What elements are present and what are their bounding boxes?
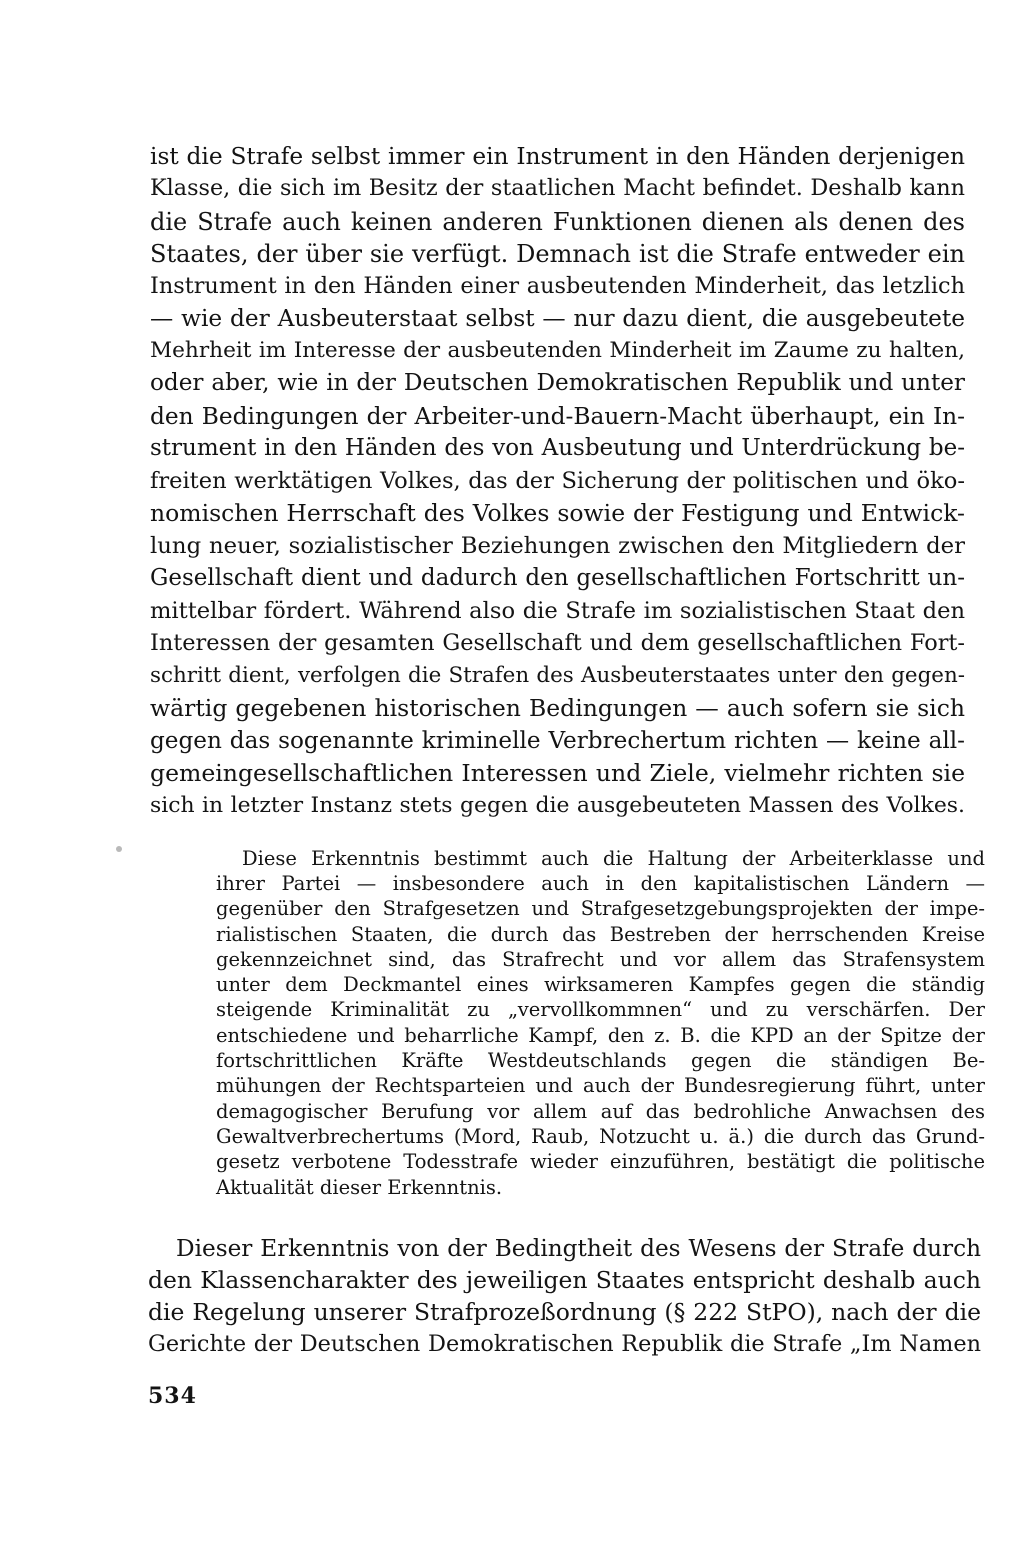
text-line: die Strafe auch keinen anderen Funktionen dienen als denen des [150,208,965,236]
note-line: entschiedene und beharrliche Kampf, den z. B. die KPD an der Spitze der [216,1024,985,1047]
note-line: fortschrittlichen Kräfte Westdeutschlands gegen die ständigen Be- [216,1049,985,1072]
note-line: rialistischen Staaten, die durch das Bestreben der herrschenden Kreise [216,923,985,946]
text-line: schritt dient, verfolgen die Strafen des Ausbeuterstaates unter den gegen- [150,663,965,688]
text-line: Staates, der über sie verfügt. Demnach ist die Strafe entweder ein [150,240,965,268]
text-line: freiten werktätigen Volkes, das der Sicherung der politischen und öko- [150,468,965,494]
note-line: demagogischer Berufung vor allem auf das bedrohliche Anwachsen des [216,1100,985,1123]
print-speck [116,846,122,852]
note-line: Gewaltverbrechertums (Mord, Raub, Notzucht u. ä.) die durch das Grund- [216,1125,985,1148]
text-line: mittelbar fördert. Während also die Strafe im sozialistischen Staat den [150,598,965,624]
text-line: gemeingesellschaftlichen Interessen und Ziele, vielmehr richten sie [150,759,965,787]
note-line: unter dem Deckmantel eines wirksameren Kampfes gegen die ständig [216,973,985,996]
text-line: Gerichte der Deutschen Demokratischen Republik die Strafe „Im Namen [148,1331,981,1357]
text-line: den Klassencharakter des jeweiligen Staates entspricht deshalb auch [148,1266,981,1294]
text-line: oder aber, wie in der Deutschen Demokratischen Republik und unter [150,370,965,396]
text-line: Klasse, die sich im Besitz der staatlichen Macht befindet. Deshalb kann [150,175,965,201]
text-line: lung neuer, sozialistischer Beziehungen zwischen den Mitgliedern der [150,533,965,559]
text-line: Gesellschaft dient und dadurch den gesellschaftlichen Fortschritt un- [150,565,965,591]
page-number: 534 [148,1383,197,1409]
text-line: den Bedingungen der Arbeiter-und-Bauern-Macht überhaupt, ein In- [150,403,965,430]
note-line: gesetz verbotene Todesstrafe wieder einzuführen, bestätigt die politische [216,1150,985,1173]
text-line: die Regelung unserer Strafprozeßordnung (§ 222 StPO), nach der die [148,1298,981,1326]
note-line: gegenüber den Strafgesetzen und Strafgesetzgebungsprojekten der impe- [216,897,985,920]
text-line: Dieser Erkenntnis von der Bedingtheit des Wesens der Strafe durch [176,1235,981,1262]
note-line: ihrer Partei — insbesondere auch in den kapitalistischen Ländern — [216,872,985,895]
text-line: sich in letzter Instanz stets gegen die ausgebeuteten Massen des Volkes. [150,793,965,818]
text-line: wärtig gegebenen historischen Bedingungen — auch sofern sie sich [150,694,965,722]
text-line: strument in den Händen des von Ausbeutung und Unterdrückung be- [150,435,965,461]
note-line: Diese Erkenntnis bestimmt auch die Haltung der Arbeiterklasse und [242,847,985,870]
note-line: gekennzeichnet sind, das Strafrecht und vor allem das Strafensystem [216,948,985,971]
note-line: mühungen der Rechtsparteien und auch der Bundesregierung führt, unter [216,1074,985,1097]
text-line: ist die Strafe selbst immer ein Instrument in den Händen derjenigen [150,143,965,170]
text-line: Instrument in den Händen einer ausbeutenden Minderheit, das letzlich [150,273,965,299]
note-line: steigende Kriminalität zu „vervollkommnen“ und zu verschärfen. Der [216,998,985,1021]
text-line: gegen das sogenannte kriminelle Verbrechertum richten — keine all- [150,728,965,754]
text-line: nomischen Herrschaft des Volkes sowie der Festigung und Entwick- [150,499,965,527]
text-line: Mehrheit im Interesse der ausbeutenden Minderheit im Zaume zu halten, [150,338,965,363]
text-line: Interessen der gesamten Gesellschaft und dem gesellschaftlichen Fort- [150,630,965,656]
note-line: Aktualität dieser Erkenntnis. [216,1176,503,1199]
text-line: — wie der Ausbeuterstaat selbst — nur dazu dient, die ausgebeutete [150,305,965,332]
